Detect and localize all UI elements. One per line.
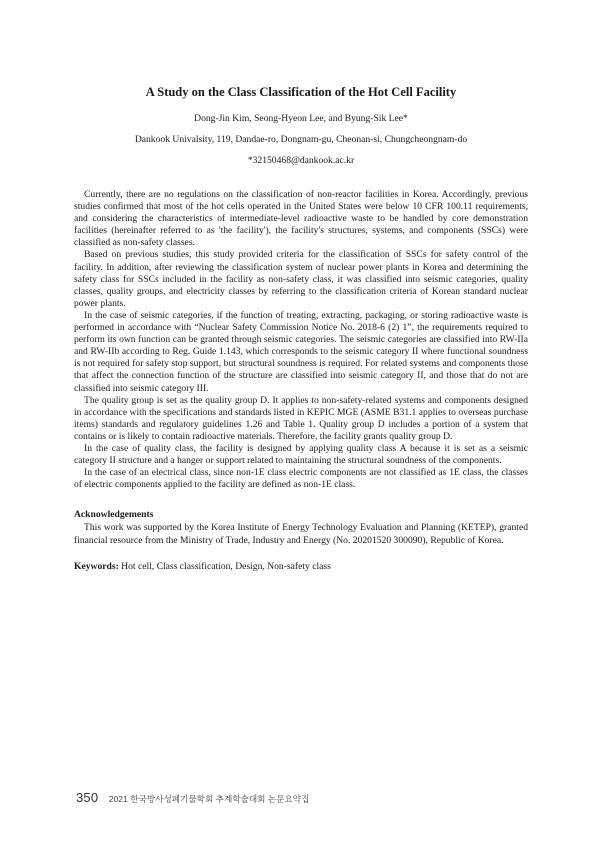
affiliation: Dankook Univalsity, 119, Dandae-ro, Dongnam-gu, Cheonan-si, Chungcheongnam-do [134, 134, 468, 145]
body-paragraph: The quality group is set as the quality group D. It applies to non-safety-related systems and components designed in accordance with the specifications and standards listed in KEPIC MGE (ASME B31.1 applies to overseas purchase items) standards and regulatory guidelines 1.26 and Table 1. Quality group D includes a portion of a system that contains or is likely to contain radioactive materials. Therefore, the facility grants quality group D. [74, 394, 528, 442]
keywords-text: Hot cell, Class classification, Design, Non-safety class [121, 560, 331, 572]
acknowledgements-heading: Acknowledgements [74, 509, 154, 521]
conference-name: 2021 한국방사성폐기물학회 추계학술대회 논문요약집 [108, 794, 310, 804]
body-paragraph: In the case of seismic categories, if the function of treating, extracting, packaging, or storing radioactive waste is performed in accordance with “Nuclear Safety Commission Notice No. 2018-6 (2) 1”, the requirements required to perform its own function can be granted through seismic categories. The seismic categories are classified into RW-IIa and RW-IIb according to Reg. Guide 1.143, which corresponds to the seismic category II where functional soundness is not required for safety stop support, but structural soundness is required. For related systems and components those that affect the connection function of the structure are classified into seismic category II, and those that do not are classified into seismic category III. [74, 309, 528, 394]
paper-title: A Study on the Class Classification of the Hot Cell Facility [145, 85, 457, 99]
paper-page [74, 84, 528, 573]
keywords-line [74, 561, 528, 573]
abstract-body [74, 189, 528, 491]
page-footer [76, 789, 309, 807]
keywords-label: Keywords: [74, 560, 119, 572]
body-paragraph: Currently, there are no regulations on the classification of non-reactor facilities in Korea. Accordingly, previous studies confirmed that most of the hot cells operated in the United States were below 10 CFR 100.11 requirements, and considering the characteristics of intermediate-level radioactive waste to be handled by core demonstration facilities (hereinafter referred to as 'the facility'), the facility's structures, systems, and components (SSCs) were classified as non-safety classes. [74, 189, 528, 249]
body-paragraph: In the case of quality class, the facility is designed by applying quality class A because it is set as a seismic category II structure and a hanger or support related to maintaining the structural soundness of the components. [74, 442, 528, 467]
acknowledgements-text: This work was supported by the Korea Institute of Energy Technology Evaluation and Planning (KETEP), granted financial resource from the Ministry of Trade, Industry and Energy (No. 20201520 300090), Republic of Korea. [74, 522, 528, 546]
author-list: Dong-Jin Kim, Seong-Hyeon Lee, and Byung-Sik Lee* [194, 113, 408, 124]
body-paragraph: Based on previous studies, this study provided criteria for the classification of SSCs for safety control of the facility. In addition, after reviewing the classification system of nuclear power plants in Korea and determining the safety class for SSCs included in the facility as non-safety class, it was classified into seismic categories, quality classes, quality groups, and electricity classes by referring to the classification criteria of Korean standard nuclear power plants. [74, 249, 528, 309]
body-paragraph: In the case of an electrical class, since non-1E class electric components are not classified as 1E class, the classes of electric components applied to the facility are defined as non-1E class. [74, 467, 528, 491]
corresponding-email: *32150468@dankook.ac.kr [247, 155, 355, 166]
page-number: 350 [76, 790, 99, 805]
